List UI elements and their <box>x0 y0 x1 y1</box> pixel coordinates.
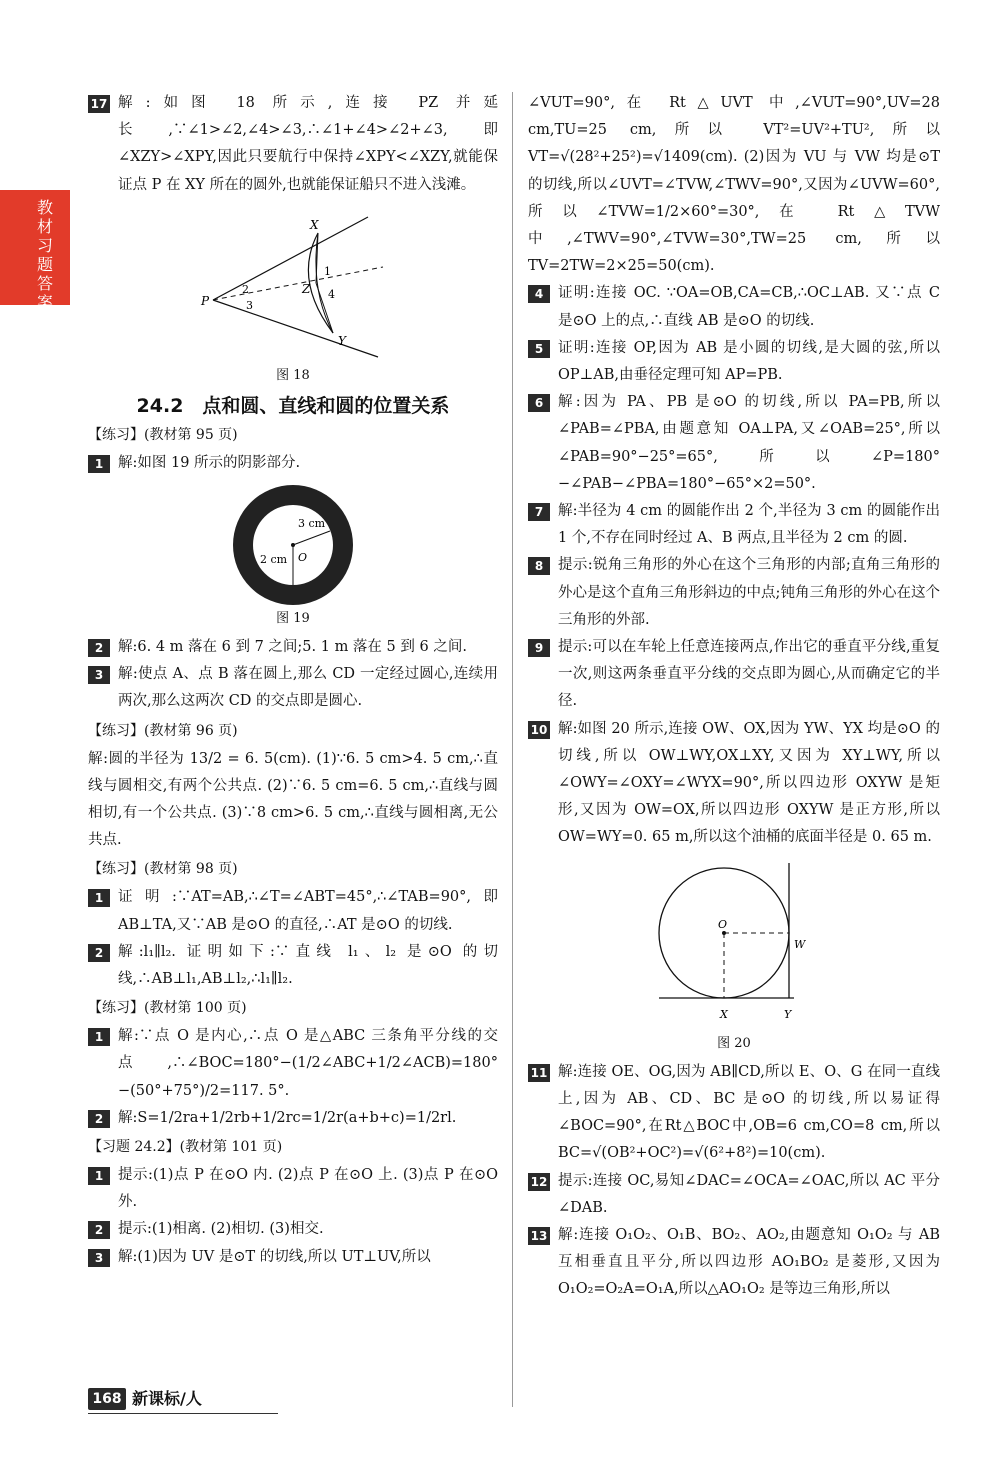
figure-19 <box>228 483 358 608</box>
answer-e3: 3 解:使点 A、点 B 落在圆上,那么 CD 一定经过圆心,连续用两次,那么这两次 CD 的交点即是圆心. <box>88 661 498 715</box>
footer-rule <box>88 1413 278 1414</box>
label-y: Y <box>784 1007 792 1021</box>
answer-k7: 7 解:半径为 4 cm 的圆能作出 2 个,半径为 3 cm 的圆能作出 1 个,不存在同时经过 A、B 两点,且半径为 2 cm 的圆. <box>528 498 940 552</box>
answer-k4: 4 证明:连接 OC. ∵OA=OB,CA=CB,∴OC⊥AB. 又∵点 C 是⊙O 上的点,∴直线 AB 是⊙O 的切线. <box>528 280 940 334</box>
angle-2: 2 <box>242 282 249 296</box>
label-w: W <box>794 937 806 951</box>
answer-k11: 11 解:连接 OE、OG,因为 AB∥CD,所以 E、O、G 在同一直线上,因为 AB、CD、BC 是⊙O 的切线,所以易证得∠BOC=90°,在Rt△BOC中,OB=6 cm,CO=8 cm,所以 BC=√(OB²+OC²)=√(6²+8²)=10(cm). <box>528 1059 940 1168</box>
answer-k1: 1 提示:(1)点 P 在⊙O 内. (2)点 P 在⊙O 上. (3)点 P 在⊙O 外. <box>88 1162 498 1216</box>
answer-k13: 13 解:连接 O₁O₂、O₁B、BO₂、AO₂,由题意知 O₁O₂ 与 AB 互相垂直且平分,所以四边形 AO₁BO₂ 是菱形,又因为 O₁O₂=O₂A=O₁A,所以△AO₁O₂ 是等边三角形,所以 <box>528 1222 940 1304</box>
angle-4: 4 <box>328 287 335 301</box>
label-o: O <box>718 917 728 931</box>
figure-18-caption: 图 18 <box>276 367 310 383</box>
side-tab <box>0 190 70 312</box>
figure-18 <box>198 205 388 365</box>
answer-h2: 2 解:S=1/2ra+1/2rb+1/2rc=1/2r(a+b+c)=1/2rl. <box>88 1105 498 1132</box>
label-p: P <box>201 293 210 308</box>
figure-20-caption: 图 20 <box>717 1035 751 1051</box>
exercise-tag: 【习题 24.2】(教材第 101 页) <box>88 1139 283 1156</box>
label-x: X <box>720 1007 728 1021</box>
series-label: 新课标/人 <box>132 1389 202 1408</box>
exercise-tag: 【练习】(教材第 100 页) <box>88 1000 247 1017</box>
left-column <box>88 90 498 1271</box>
answer-e2: 2 解:6. 4 m 落在 6 到 7 之间;5. 1 m 落在 5 到 6 之间. <box>88 634 498 661</box>
answer-e1: 1 解:如图 19 所示的阴影部分. <box>88 450 498 477</box>
question-number: 17 <box>88 95 110 113</box>
answer-g2: 2 解:l₁∥l₂. 证明如下:∵直线 l₁、l₂ 是⊙O 的切线,∴AB⊥l₁,AB⊥l₂,∴l₁∥l₂. <box>88 939 498 993</box>
answer-k8: 8 提示:锐角三角形的外心在这个三角形的内部;直角三角形的外心是这个直角三角形斜边的中点;钝角三角形的外心在这个三角形的外部. <box>528 552 940 634</box>
answer-k3-continued: ∠VUT=90°,在 Rt△UVT 中,∠VUT=90°,UV=28 cm,TU=25 cm,所以 VT²=UV²+TU²,所以 VT=√(28²+25²)=√1409(cm). (2)因为 VU 与 VW 均是⊙T 的切线,所以∠UVT=∠TVW,∠TWV=90°,又因为∠UVW=60°,所以∠TVW=1/2×60°=30°,在 Rt△TVW中,∠TWV=90°,∠TVW=30°,TW=25 cm,所以 TV=2TW=2×25=50(cm). <box>528 95 940 275</box>
section-title: 24.2 点和圆、直线和圆的位置关系 <box>136 394 450 417</box>
exercise-tag: 【练习】(教材第 95 页) <box>88 426 238 443</box>
answer-g1: 1 证明:∵AT=AB,∴∠T=∠ABT=45°,∴∠TAB=90°,即 AB⊥TA,又∵AB 是⊙O 的直径,∴AT 是⊙O 的切线. <box>88 884 498 938</box>
answer-k10: 10 解:如图 20 所示,连接 OW、OX,因为 YW、YX 均是⊙O 的切线,所以 OW⊥WY,OX⊥XY,又因为 XY⊥WY,所以∠OWY=∠OXY=∠WYX=90°,所以四边形 OXYW 是矩形,又因为 OW=OX,所以四边形 OXYW 是正方形,所以 OW=WY=0. 65 m,所以这个油桶的底面半径是 0. 65 m. <box>528 716 940 852</box>
figure-19-caption: 图 19 <box>276 611 310 627</box>
radius-3cm: 3 cm <box>298 517 326 531</box>
answer-k12: 12 提示:连接 OC,易知∠DAC=∠OCA=∠OAC,所以 AC 平分∠DAB. <box>528 1168 940 1222</box>
answer-17: 17 解:如图 18 所示,连接 PZ 并延长,∵∠1>∠2,∠4>∠3,∴∠1+∠4>∠2+∠3,即∠XZY>∠XPY,因此只要航行中保持∠XPY<∠XZY,就能保证点 P 在 XY 所在的圆外,也就能保证船只不进入浅滩。 <box>88 90 498 199</box>
answer-k2: 2 提示:(1)相离. (2)相切. (3)相交. <box>88 1216 498 1243</box>
page-footer <box>88 1388 278 1412</box>
label-x: X <box>310 217 319 232</box>
page-number: 168 <box>88 1388 126 1410</box>
answer-k6: 6 解:因为 PA、PB 是⊙O 的切线,所以 PA=PB,所以∠PAB=∠PBA,由题意知 OA⊥PA,又∠OAB=25°,所以∠PAB=90°−25°=65°,所以∠P=180°−∠PAB−∠PBA=180°−65°×2=50°. <box>528 389 940 498</box>
right-column <box>528 90 940 1304</box>
column-divider <box>512 92 513 1407</box>
answer-f1: 解:圆的半径为 13/2 = 6. 5(cm). (1)∵6. 5 cm>4. 5 cm,∴直线与圆相交,有两个公共点. (2)∵6. 5 cm=6. 5 cm,∴直线与圆相切,有一个公共点. (3)∵8 cm>6. 5 cm,∴直线与圆相离,无公共点. <box>88 750 498 849</box>
label-o: O <box>298 551 308 565</box>
answer-k9: 9 提示:可以在车轮上任意连接两点,作出它的垂直平分线,重复一次,则这两条垂直平分线的交点即为圆心,从而确定它的半径. <box>528 634 940 716</box>
exercise-tag: 【练习】(教材第 98 页) <box>88 861 238 878</box>
side-tab-label: 教材习题答案 <box>36 198 53 312</box>
answer-h1: 1 解:∵点 O 是内心,∴点 O 是△ABC 三条角平分线的交点,∴∠BOC=180°−(1/2∠ABC+1/2∠ACB)=180°−(50°+75°)/2=117. 5°. <box>88 1023 498 1105</box>
answer-k5: 5 证明:连接 OP,因为 AB 是小圆的切线,是大圆的弦,所以 OP⊥AB,由垂径定理可知 AP=PB. <box>528 335 940 389</box>
exercise-tag: 【练习】(教材第 96 页) <box>88 722 238 739</box>
label-y: Y <box>338 333 346 348</box>
radius-2cm: 2 cm <box>260 553 288 567</box>
figure-20 <box>654 858 814 1033</box>
angle-1: 1 <box>324 264 331 278</box>
label-z: Z <box>302 281 311 296</box>
answer-k3: 3 解:(1)因为 UV 是⊙T 的切线,所以 UT⊥UV,所以 <box>88 1244 498 1271</box>
angle-3: 3 <box>246 298 253 312</box>
